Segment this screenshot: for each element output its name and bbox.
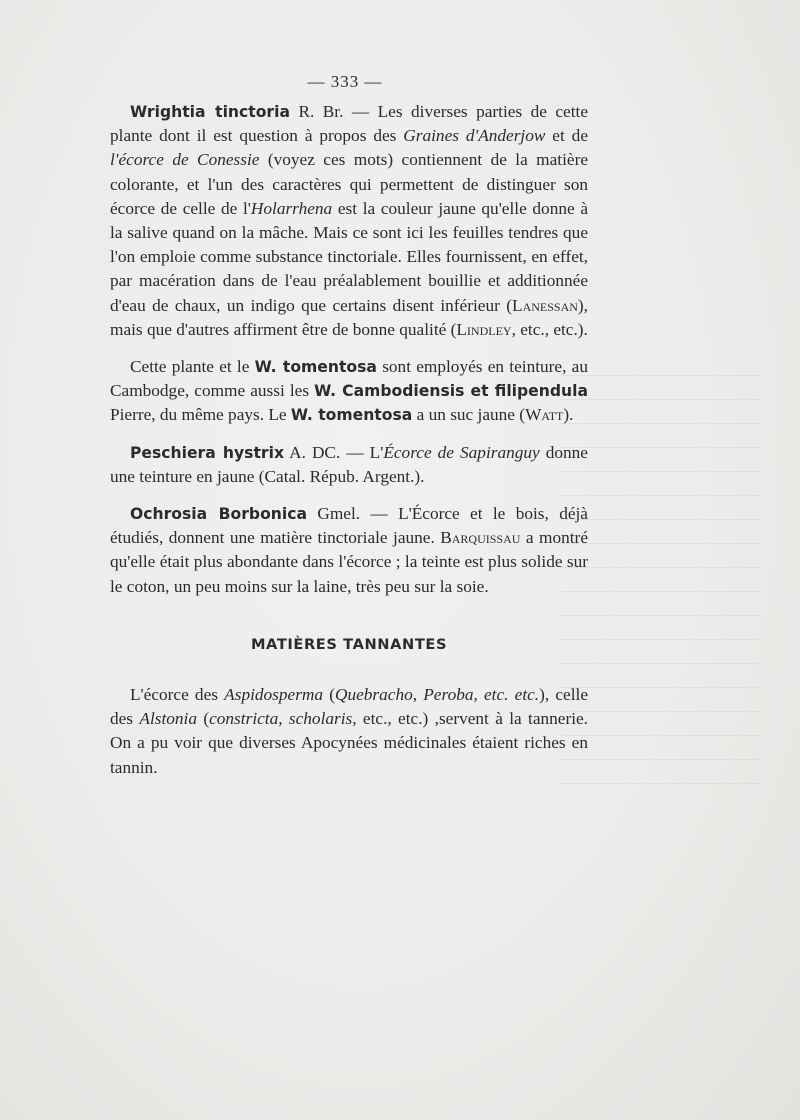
species-term: W. tomentosa [254, 358, 377, 377]
text-run: a un suc jaune ( [412, 405, 526, 425]
text-run: L'écorce des [130, 685, 225, 705]
text-run: donne une teinture en jaune (Catal. Répub. Argent.). [110, 442, 588, 486]
paragraph-w-tomentosa [110, 355, 588, 428]
author-name: Lanessan [512, 295, 578, 315]
section-heading: MATIÈRES TANNANTES [250, 635, 448, 653]
text-run: ). [563, 405, 574, 425]
text-run: ( [197, 709, 210, 729]
text-run: sont employés en teinture, au Cambodge, comme aussi les [110, 357, 588, 401]
text-run: a montré qu'elle était plus abondante dans l'écorce ; la teinte est plus solide sur le coton, un peu moins sur la laine, très peu sur la soie. [110, 528, 588, 596]
text-run: Cette plante et le [130, 357, 255, 377]
text-run: ), celle des [110, 685, 588, 729]
italic-run: Écorce de Sapiranguy [383, 442, 540, 462]
text-run: et de [545, 126, 588, 146]
paragraph-wrightia-tinctoria [110, 100, 588, 342]
italic-run: Holarrhena [250, 198, 333, 218]
text-run: A. DC. — L' [284, 442, 384, 462]
species-term: W. Cambodiensis et filipendula [314, 382, 588, 401]
page-number: — 333 — [307, 72, 383, 91]
text-run: (voyez ces mots) contiennent de la matière colorante, et l'un des caractères qui permettent de distinguer son écorce de celle de l' [110, 150, 588, 218]
show-through-texture [560, 375, 760, 795]
paragraph-tannins [110, 683, 588, 780]
text-run: , etc., etc.). [511, 319, 588, 339]
paragraph-ochrosia-borbonica [110, 502, 588, 599]
species-term: Peschiera hystrix [130, 443, 285, 462]
text-run: est la couleur jaune qu'elle donne à la salive quand on la mâche. Mais ce sont ici les feuilles tendres que l'on emploie comme substance tinctoriale. Elles fournissent, en effet, par macération dans de l'eau préalablement bouillie et additionnée d'eau de chaux, un indigo que certains disent inférieur ( [110, 198, 588, 315]
text-run: Pierre, du même pays. Le [110, 405, 291, 425]
text-run: ( [323, 685, 335, 705]
author-name: Watt [525, 405, 564, 425]
text-run: R. Br. — Les diverses parties de cette plante dont il est question à propos des [110, 102, 588, 146]
italic-run: Graines d'Anderjow [403, 126, 546, 146]
italic-run: Aspidosperma [224, 685, 324, 705]
page-body [110, 100, 588, 793]
species-term: Wrightia tinctoria [130, 103, 290, 121]
author-name: Barquissau [440, 528, 521, 548]
species-term: Ochrosia Borbonica [130, 505, 307, 524]
text-run: Gmel. — L'Écorce et le bois, déjà étudiés, donnent une matière tinctoriale jaune. [110, 504, 588, 548]
italic-run: Alstonia [139, 709, 197, 729]
text-run: ), mais que d'autres affirment être de bonne qualité ( [110, 295, 588, 339]
species-term: W. tomentosa [290, 406, 413, 425]
author-name: Lindley [456, 319, 512, 339]
italic-run: l'écorce de Conessie [110, 150, 260, 170]
italic-run: constricta, scholaris [209, 709, 353, 729]
text-run: , etc., etc.) ,servent à la tannerie. On a pu voir que diverses Apocynées médicinales étaient riches en tannin. [110, 709, 588, 777]
paragraph-peschiera-hystrix [110, 441, 588, 489]
italic-run: Quebracho, Peroba, etc. etc. [335, 685, 540, 705]
